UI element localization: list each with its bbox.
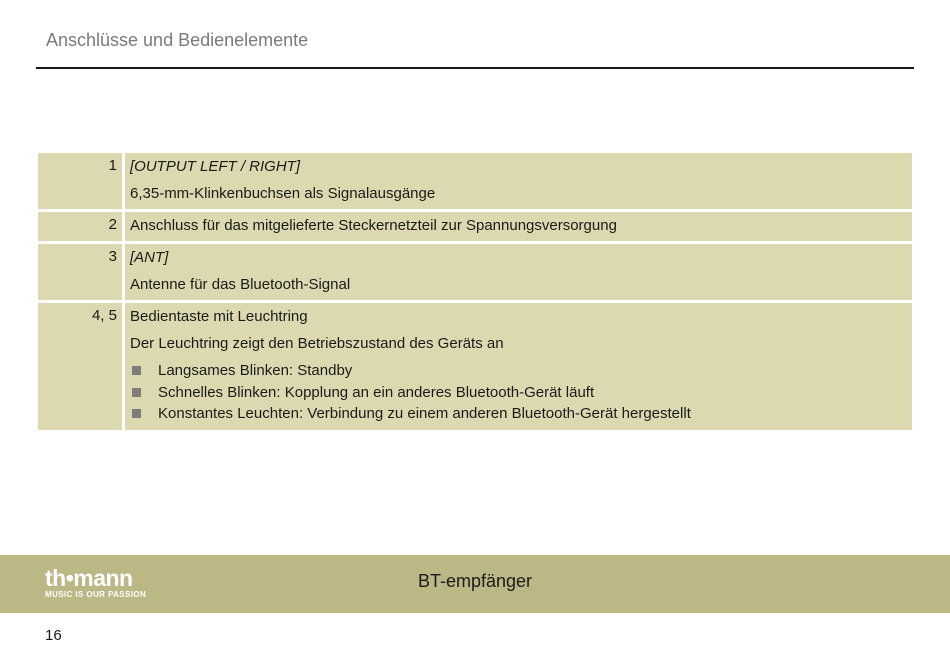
row-description	[125, 303, 912, 430]
status-bullet-list	[130, 360, 907, 425]
footer-product-title: BT-empfänger	[417, 571, 533, 591]
header-divider	[36, 67, 914, 69]
row-number: 4, 5	[38, 303, 122, 430]
logo-wordmark: th•mann	[45, 565, 133, 591]
page-header-title: Anschlüsse und Bedienelemente	[46, 30, 309, 50]
row-number: 1	[38, 153, 122, 209]
row-description	[125, 153, 912, 209]
row-number: 2	[38, 212, 122, 241]
table-row	[38, 244, 912, 300]
list-item-text: Schnelles Blinken: Kopplung an ein anderes Bluetooth-Gerät läuft	[158, 383, 595, 401]
list-item	[130, 382, 907, 404]
row-text: Antenne für das Bluetooth-Signal	[130, 276, 351, 293]
row-description	[125, 212, 912, 241]
row-text: 6,35-mm-Klinkenbuchsen als Signalausgänge	[130, 185, 436, 202]
table-row	[38, 303, 912, 430]
list-item-text: Konstantes Leuchten: Verbindung zu einem anderen Bluetooth-Gerät hergestellt	[158, 405, 691, 423]
connector-label: [OUTPUT LEFT / RIGHT]	[130, 158, 301, 175]
row-number: 3	[38, 244, 122, 300]
row-description	[125, 244, 912, 300]
square-bullet-icon	[132, 388, 141, 397]
page-number: 16	[45, 627, 62, 644]
table-row	[38, 212, 912, 241]
connections-table	[38, 153, 912, 433]
list-item	[130, 360, 907, 382]
connector-label: [ANT]	[130, 249, 169, 266]
square-bullet-icon	[132, 366, 141, 375]
table-row	[38, 153, 912, 209]
row-text: Bedientaste mit Leuchtring	[130, 308, 308, 325]
row-subtext: Der Leuchtring zeigt den Betriebszustand des Geräts an	[130, 335, 504, 352]
square-bullet-icon	[132, 409, 141, 418]
logo-tagline: MUSIC IS OUR PASSION	[45, 590, 147, 599]
list-item-text: Langsames Blinken: Standby	[158, 362, 353, 380]
list-item	[130, 403, 907, 425]
row-text: Anschluss für das mitgelieferte Steckernetzteil zur Spannungsversorgung	[130, 217, 617, 234]
